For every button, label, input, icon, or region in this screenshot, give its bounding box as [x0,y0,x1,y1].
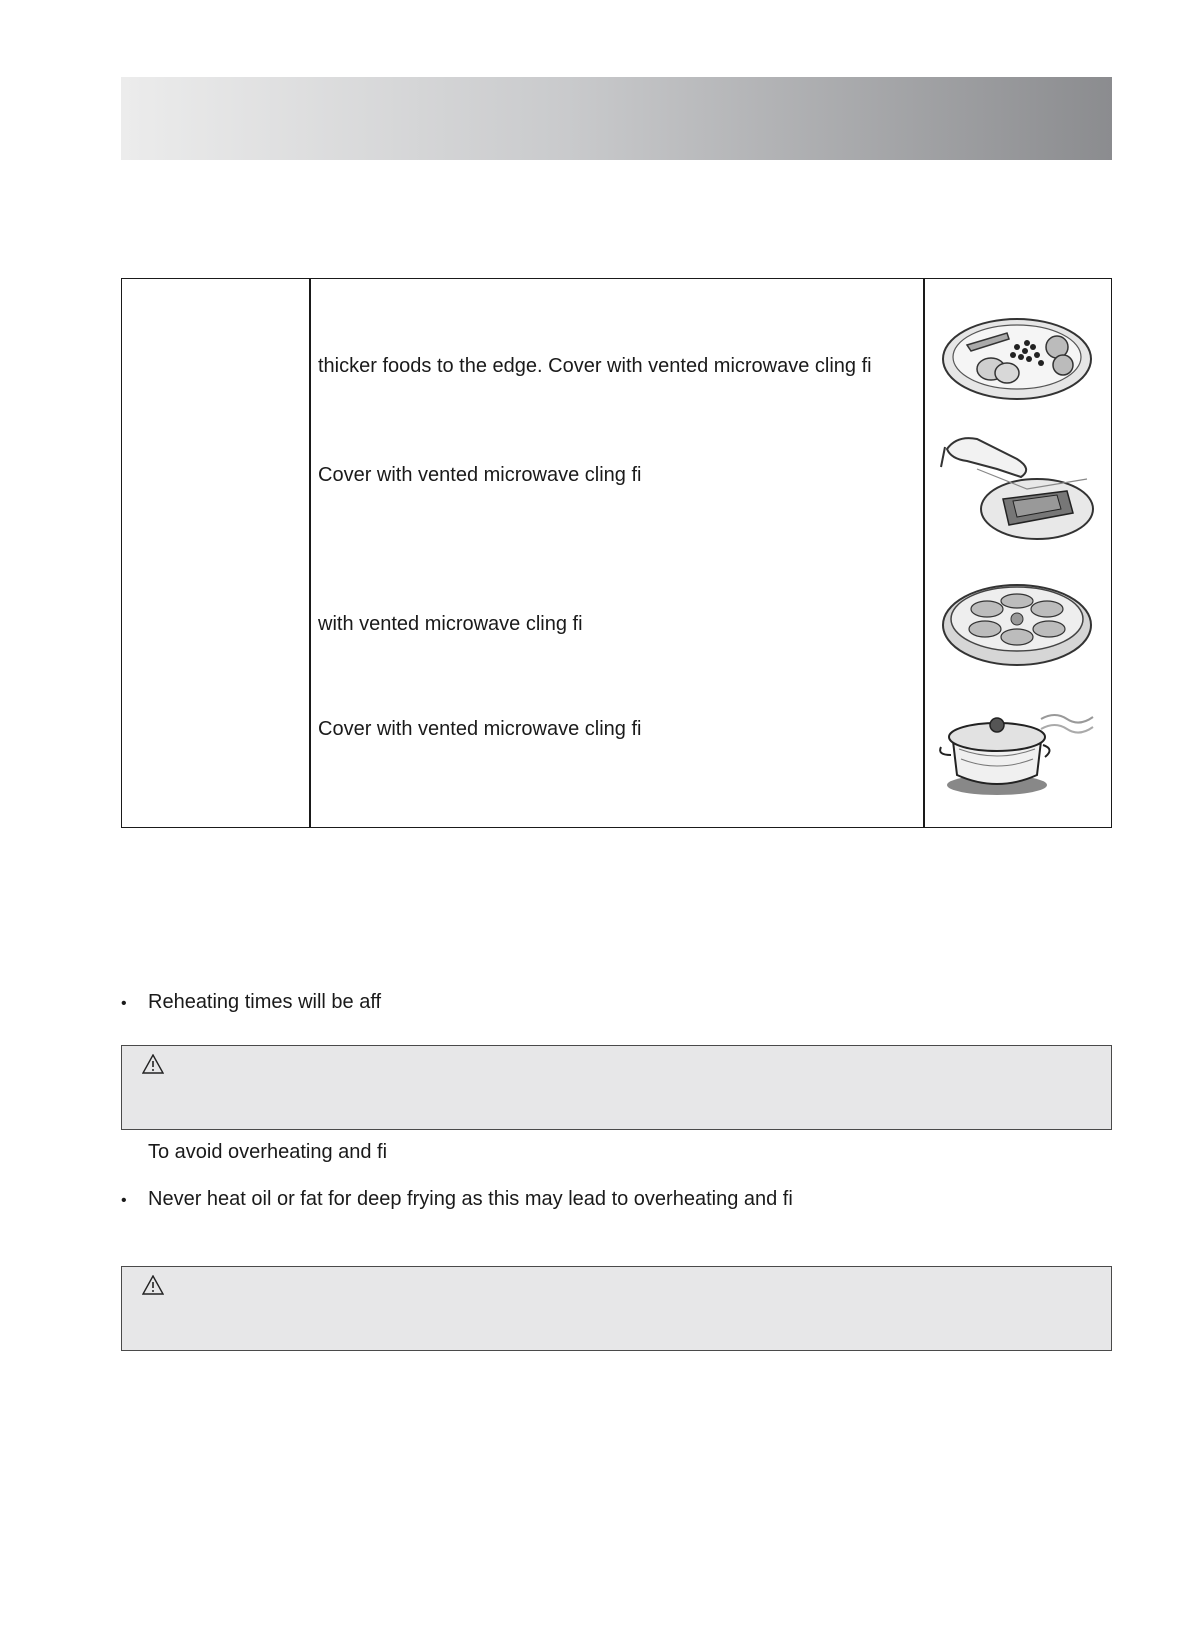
table-row-2-text: Cover with vented microwave cling fi [318,464,642,486]
table-row-1-text: thicker foods to the edge. Cover with vented microwave cling fi [318,355,872,377]
column-divider-right [923,279,925,827]
column-divider-left [309,279,311,827]
section-header-bar [121,77,1112,160]
reheating-table [121,278,1112,828]
table-row-4-text: Cover with vented microwave cling fi [318,718,642,740]
warning-box-2 [121,1266,1112,1351]
bullet-item-deep-frying [121,1187,793,1213]
bullet-marker: • [121,1192,127,1209]
pie-dish-icon [937,571,1097,671]
plated-meal-icon [937,307,1097,407]
table-row-3-text: with vented microwave cling fi [318,613,583,635]
hand-covering-plate-icon [937,429,1097,549]
bullet-item-reheating-times [121,990,381,1016]
warning-triangle-icon [142,1275,164,1295]
warning-box-1 [121,1045,1112,1130]
covered-casserole-icon [937,689,1097,799]
warning-triangle-icon [142,1054,164,1074]
bullet-text: Never heat oil or fat for deep frying as this may lead to overheating and fi [148,1188,793,1210]
overheating-note: To avoid overheating and fi [148,1141,388,1163]
bullet-marker: • [121,995,127,1012]
bullet-text: Reheating times will be aff [148,991,382,1013]
